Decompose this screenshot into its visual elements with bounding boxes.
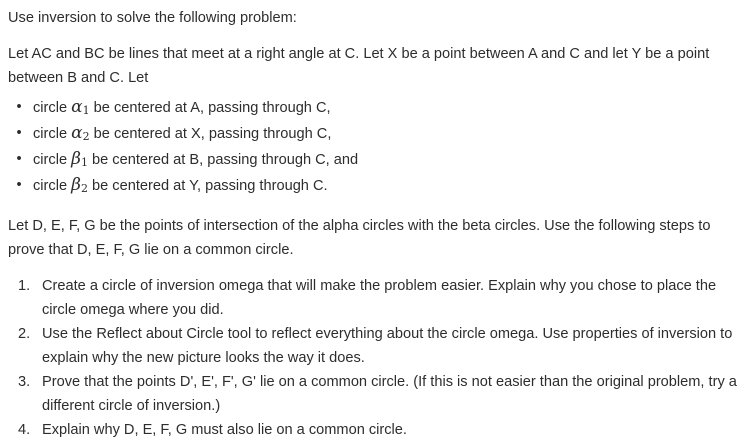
list-item-circle-alpha-1 [13, 95, 740, 121]
circle-symbol: $\beta_1$ [71, 149, 88, 169]
list-item-circle-beta-1 [13, 147, 740, 173]
circle-subscript: 2 [82, 130, 90, 143]
circle-prefix: circle [33, 152, 68, 168]
circle-description: be centered at B, passing through C, and [92, 152, 359, 168]
circle-symbol: $\alpha_2$ [71, 123, 90, 143]
step-text: Explain why D, E, F, G must also lie on a common circle. [42, 422, 407, 438]
setup-text: Let AC and BC be lines that meet at a right angle at C. Let X be a point between A and C and let Y be a point between B and C. Let [8, 46, 710, 86]
circle-prefix: circle [33, 126, 68, 142]
step-text: Use the Reflect about Circle tool to reflect everything about the circle omega. Use properties of inversion to explain why the new picture looks the way it does. [42, 326, 733, 366]
list-item-step-4 [18, 418, 740, 442]
step-number: 4. [18, 422, 31, 438]
list-item-step-1 [18, 274, 740, 322]
intro-text: Use inversion to solve the following problem: [8, 10, 297, 26]
list-item-step-3 [18, 370, 740, 418]
bullet-icon: • [16, 125, 22, 141]
step-text: Create a circle of inversion omega that will make the problem easier. Explain why you chose to place the circle omega where you did. [42, 278, 717, 318]
circle-description: be centered at Y, passing through C. [92, 178, 328, 194]
circle-description: be centered at X, passing through C, [93, 126, 332, 142]
steps-list [8, 274, 740, 442]
circle-symbol: $\alpha_1$ [71, 97, 90, 117]
step-number: 1. [18, 278, 31, 294]
circle-prefix: circle [33, 100, 68, 116]
circle-description: be centered at A, passing through C, [93, 100, 331, 116]
bullet-icon: • [16, 177, 22, 193]
circle-subscript: 2 [80, 182, 88, 195]
circle-subscript: 1 [80, 156, 88, 169]
list-item-circle-beta-2 [13, 173, 740, 199]
step-text: Prove that the points D', E', F', G' lie on a common circle. (If this is not easier than the original problem, try a different circle of inversion.) [42, 374, 737, 414]
step-number: 3. [18, 374, 31, 390]
bullet-icon: • [16, 99, 22, 115]
circle-prefix: circle [33, 178, 68, 194]
circle-subscript: 1 [82, 104, 90, 117]
circle-symbol: $\beta_2$ [71, 175, 88, 195]
bullet-icon: • [16, 151, 22, 167]
list-item-circle-alpha-2 [13, 121, 740, 147]
circle-definitions-list [8, 95, 740, 199]
goal-text: Let D, E, F, G be the points of intersection of the alpha circles with the beta circles. Use the following steps to prove that D, E, F, G lie on a common circle. [8, 218, 711, 258]
list-item-step-2 [18, 322, 740, 370]
step-number: 2. [18, 326, 31, 342]
